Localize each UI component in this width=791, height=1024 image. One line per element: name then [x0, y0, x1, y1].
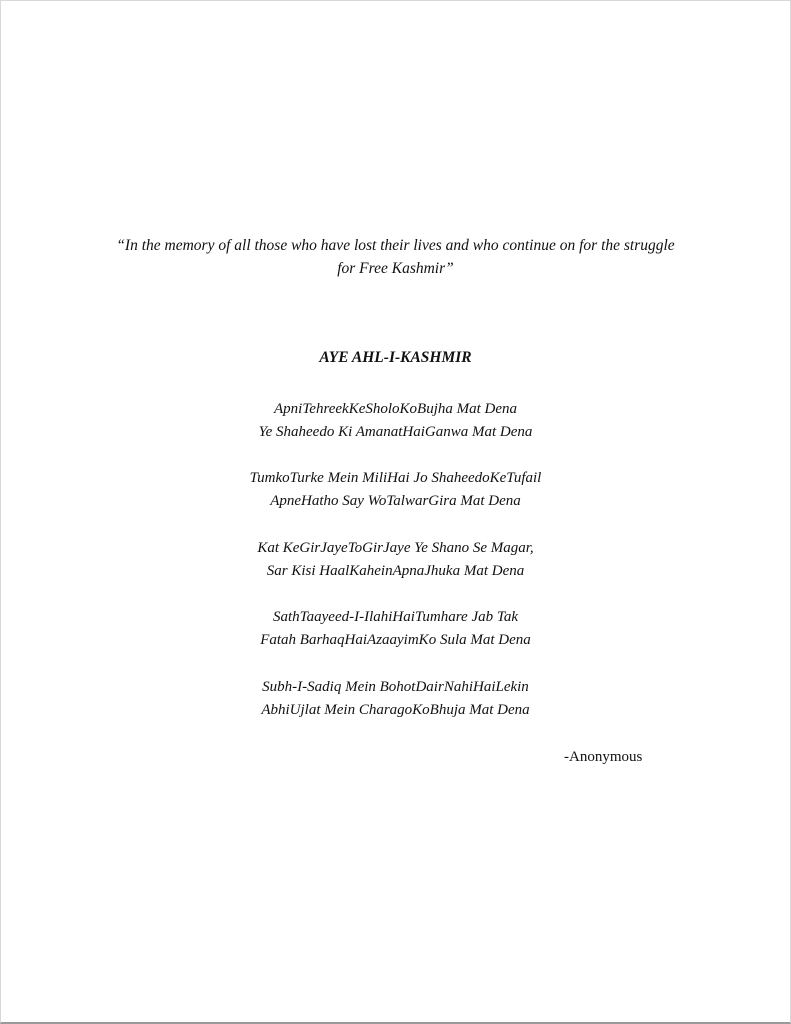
- poem-line: ApneHatho Say WoTalwarGira Mat Dena: [270, 493, 521, 509]
- poem-title: AYE AHL-I-KASHMIR: [319, 349, 472, 366]
- dedication-line-2: for Free Kashmir”: [337, 260, 454, 277]
- poem-line: Sar Kisi HaalKaheinApnaJhuka Mat Dena: [266, 563, 525, 579]
- poem-line: ApniTehreekKeSholoKoBujha Mat Dena: [273, 401, 518, 417]
- poem-line: Subh-I-Sadiq Mein BohotDairNahiHaiLekin: [262, 679, 529, 695]
- poem-line: Ye Shaheedo Ki AmanatHaiGanwa Mat Dena: [258, 424, 533, 440]
- dedication-text: [1, 234, 790, 280]
- poem-line: Kat KeGirJayeToGirJaye Ye Shano Se Magar,: [257, 540, 534, 556]
- poem-line: TumkoTurke Mein MiliHai Jo ShaheedoKeTufail: [249, 470, 542, 486]
- poem-line: SathTaayeed-I-IlahiHaiTumhare Jab Tak: [273, 609, 518, 625]
- poem-signature: -Anonymous: [564, 749, 643, 765]
- poem-line: Fatah BarhaqHaiAzaayimKo Sula Mat Dena: [260, 632, 531, 648]
- dedication-line-1: “In the memory of all those who have lost their lives and who continue on for the struggle: [116, 237, 675, 254]
- poem-line: AbhiUjlat Mein CharagoKoBhuja Mat Dena: [261, 702, 530, 718]
